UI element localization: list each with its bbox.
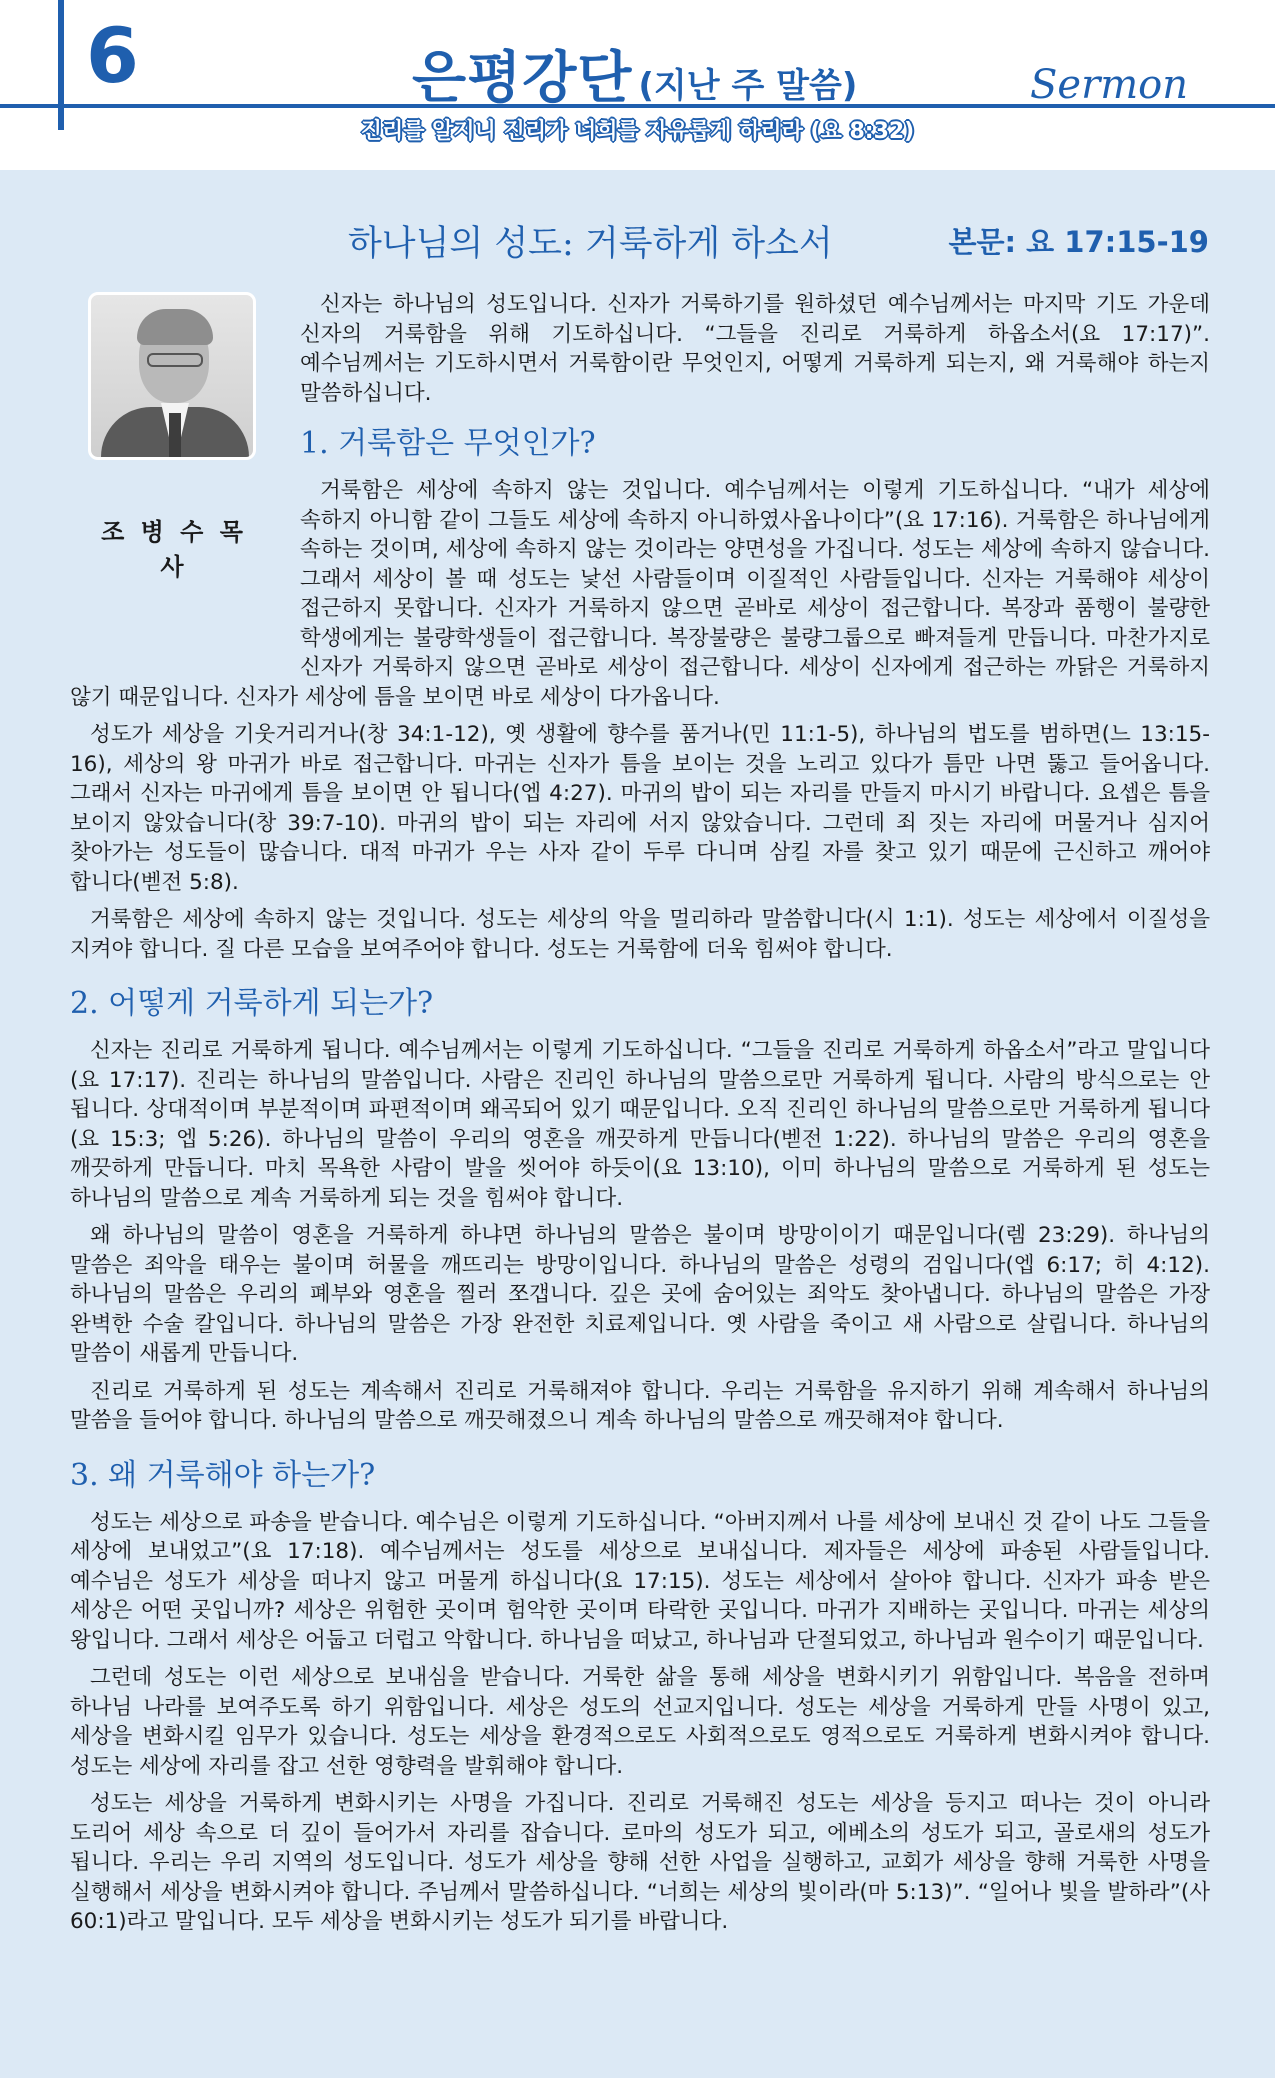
paragraph: 성도가 세상을 기웃거리거나(창 34:1-12), 옛 생활에 향수를 품거나(민 11:1-5), 하나님의 법도를 범하면(느 13:15-16), 세상의 왕 마귀가 바로 접근합니다. 마귀는 신자가 틈을 보이는 것을 노리고 있다가 틈만 나면 뚫고 들어옵니다. 그래서 신자는 마귀에게 틈을 보이면 안 됩니다(엡 4:27). 마귀의 밥이 되는 자리를 만들지 마시기 바랍니다. 요셉은 틈을 보이지 않았습니다(창 39:7-10). 마귀의 밥이 되는 자리에 서지 않았습니다. 그런데 죄 짓는 자리에 머물거나 심지어 찾아가는 성도들이 많습니다. 대적 마귀가 우는 사자 같이 두루 다니며 삼킬 자를 찾고 있기 때문에 근신하고 깨어야 합니다(벧전 5:8). xyxy=(70,722,1210,895)
header-title-main: 은평강단 xyxy=(412,46,633,111)
paragraph: 신자는 진리로 거룩하게 됩니다. 예수님께서는 이렇게 기도하십니다. “그들을 진리로 거룩하게 하옵소서”라고 말입니다(요 17:17). 진리는 하나님의 말씀입니다. 사람은 진리인 하나님의 말씀으로만 거룩하게 됩니다. 사람의 방식으로는 안 됩니다. 상대적이며 부분적이며 파편적이며 왜곡되어 있기 때문입니다. 오직 진리인 하나님의 말씀으로만 거룩하게 됩니다(요 15:3; 엡 5:26). 하나님의 말씀이 우리의 영혼을 깨끗하게 만듭니다(벧전 1:22). 하나님의 말씀은 우리의 영혼을 깨끗하게 만듭니다. 마치 목욕한 사람이 발을 씻어야 하듯이(요 13:10), 이미 하나님의 말씀으로 거룩하게 된 성도는 하나님의 말씀으로 계속 거룩하게 되는 것을 힘써야 합니다. xyxy=(70,1038,1210,1211)
header-accent-bar xyxy=(58,0,64,130)
sermon-panel xyxy=(0,170,1275,2078)
sermon-body xyxy=(70,290,1210,1945)
paragraph: 진리로 거룩하게 된 성도는 계속해서 진리로 거룩해져야 합니다. 우리는 거룩함을 유지하기 위해 계속해서 하나님의 말씀을 들어야 합니다. 하나님의 말씀으로 깨끗해졌으니 계속 하나님의 말씀으로 깨끗해져야 합니다. xyxy=(70,1378,1210,1433)
paragraph: 거룩함은 세상에 속하지 않는 것입니다. 예수님께서는 이렇게 기도하십니다. “내가 세상에 속하지 아니함 같이 그들도 세상에 속하지 아니하였사옵나이다”(요 17:16). 거룩함은 하나님에게 속하는 것이며, 세상에 속하지 않는 것이라는 양면성을 가집니다. 성도는 세상에 속하지 않습니다. 그래서 세상이 볼 때 성도는 낯선 사람들이며 이질적인 사람들입니다. 신자는 거룩해야 세상이 접근하지 못합니다. 신자가 거룩하지 않으면 곧바로 세상이 접근합니다. 복장과 품행이 불량한 학생에게는 불량학생들이 접근합니다. 복장불량은 불량그룹으로 빠져들게 만듭니다. 마찬가지로 신자가 거룩하지 않으면 곧바로 세상이 접근합니다. 세상이 신자에게 접근하는 까닭은 거룩하지 않기 때문입니다. 신자가 세상에 틈을 보이면 바로 세상이 다가옵니다. xyxy=(70,478,1210,710)
scripture-reference: 본문: 요 17:15-19 xyxy=(948,225,1209,259)
paragraph: 왜 하나님의 말씀이 영혼을 거룩하게 하냐면 하나님의 말씀은 불이며 방망이이기 때문입니다(렘 23:29). 하나님의 말씀은 죄악을 태우는 불이며 허물을 깨뜨리는 방망이입니다. 하나님의 말씀은 성령의 검입니다(엡 6:17; 히 4:12). 하나님의 말씀은 우리의 폐부와 영혼을 찔러 쪼갭니다. 깊은 곳에 숨어있는 죄악도 찾아냅니다. 하나님의 말씀은 가장 완벽한 수술 칼입니다. 하나님의 말씀은 가장 완전한 치료제입니다. 옛 사람을 죽이고 새 사람으로 살립니다. 하나님의 말씀이 새롭게 만듭니다. xyxy=(70,1223,1210,1366)
paragraph: 성도는 세상으로 파송을 받습니다. 예수님은 이렇게 기도하십니다. “아버지께서 나를 세상에 보내신 것 같이 나도 그들을 세상에 보내었고”(요 17:18). 예수님께서는 성도를 세상으로 보내십니다. 제자들은 세상에 파송된 사람들입니다. 예수님은 성도가 세상을 떠나지 않고 머물게 하십니다(요 17:15). 성도는 세상에서 살아야 합니다. 신자가 파송 받은 세상은 어떤 곳입니까? 세상은 위험한 곳이며 험악한 곳이며 타락한 곳입니다. 마귀가 지배하는 곳입니다. 마귀는 세상의 왕입니다. 그래서 세상은 어둡고 더럽고 악합니다. 하나님을 떠났고, 하나님과 단절되었고, 하나님과 원수이기 때문입니다. xyxy=(70,1509,1210,1653)
page-number: 6 xyxy=(86,11,139,100)
header-title xyxy=(412,34,857,114)
sermon-title: 하나님의 성도: 거룩하게 하소서 xyxy=(348,224,833,264)
section-tag: Sermon xyxy=(1030,62,1188,108)
page-header xyxy=(0,0,1275,168)
header-title-sub: (지난 주 말씀) xyxy=(638,66,858,106)
header-motto: 진리를 알지니 진리가 너희를 자유롭게 하리라 (요 8:32) xyxy=(360,119,915,144)
pastor-name: 조 병 수 목사 xyxy=(101,518,247,581)
section-heading: 2. 어떻게 거룩하게 되는가? xyxy=(70,986,434,1021)
section-heading: 1. 거룩함은 무엇인가? xyxy=(300,426,596,461)
intro-paragraph: 신자는 하나님의 성도입니다. 신자가 거룩하기를 원하셨던 예수님께서는 마지막 기도 가운데 신자의 거룩함을 위해 기도하십니다. “그들을 진리로 거룩하게 하옵소서(요 17:17)”. 예수님께서는 기도하시면서 거룩함이란 무엇인지, 어떻게 거룩하게 되는지, 왜 거룩해야 하는지 말씀하십니다. xyxy=(300,292,1210,406)
paragraph: 그런데 성도는 이런 세상으로 보내심을 받습니다. 거룩한 삶을 통해 세상을 변화시키기 위함입니다. 복음을 전하며 하나님 나라를 보여주도록 하기 위함입니다. 세상은 성도의 선교지입니다. 성도는 세상을 거룩하게 만들 사명이 있고, 세상을 변화시킬 임무가 있습니다. 성도는 세상을 환경적으로도 사회적으로도 영적으로도 거룩하게 변화시켜야 합니다. 성도는 세상에 자리를 잡고 선한 영향력을 발휘해야 합니다. xyxy=(70,1665,1210,1779)
paragraph: 성도는 세상을 거룩하게 변화시키는 사명을 가집니다. 진리로 거룩해진 성도는 세상을 등지고 떠나는 것이 아니라 도리어 세상 속으로 더 깊이 들어가서 자리를 잡습니다. 로마의 성도가 되고, 에베소의 성도가 되고, 골로새의 성도가 됩니다. 우리는 우리 지역의 성도입니다. 성도가 세상을 향해 선한 사업을 실행하고, 교회가 세상을 향해 거룩한 사명을 실행해서 세상을 변화시켜야 합니다. 주님께서 말씀하십니다. “너희는 세상의 빛이라(마 5:13)”. “일어나 빛을 발하라”(사 60:1)라고 말입니다. 모두 세상을 변화시키는 성도가 되기를 바랍니다. xyxy=(70,1791,1210,1934)
section-heading: 3. 왜 거룩해야 하는가? xyxy=(70,1457,376,1493)
paragraph: 거룩함은 세상에 속하지 않는 것입니다. 성도는 세상의 악을 멀리하라 말씀합니다(시 1:1). 성도는 세상에서 이질성을 지켜야 합니다. 질 다른 모습을 보여주어야 합니다. 성도는 거룩함에 더욱 힘써야 합니다. xyxy=(70,907,1210,962)
